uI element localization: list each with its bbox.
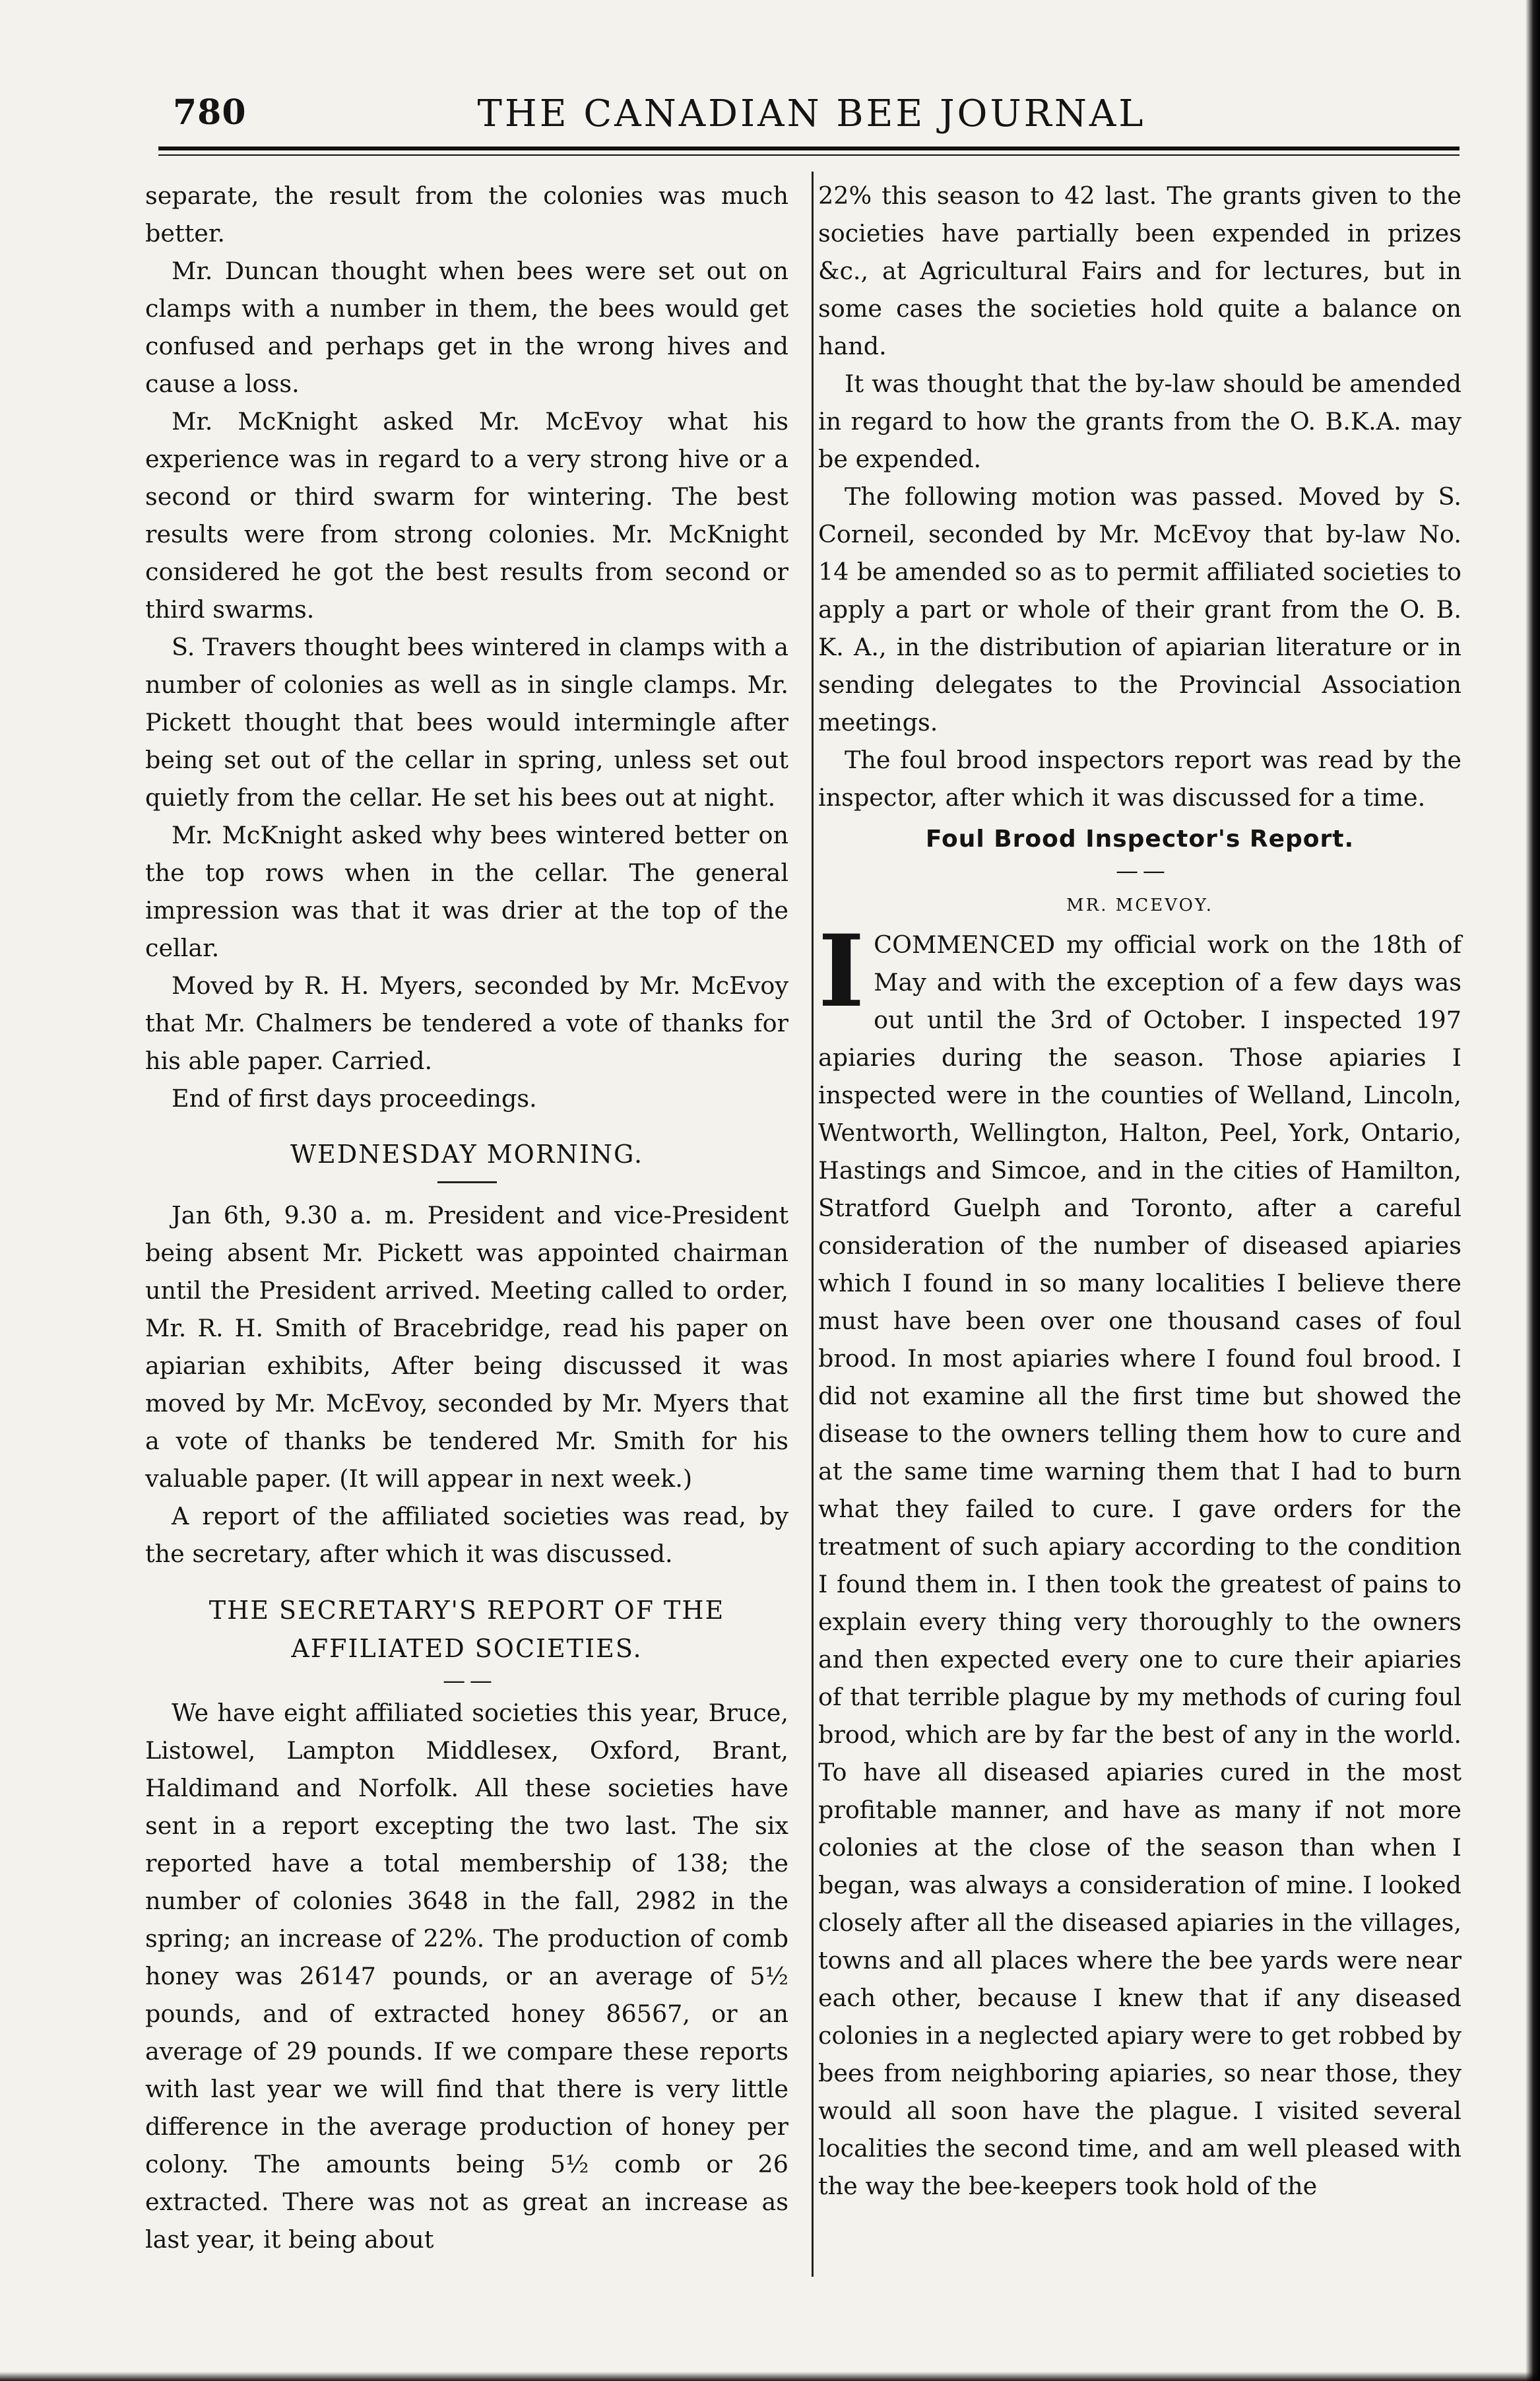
paragraph: S. Travers thought bees wintered in clamps with a number of colonies as well as in single clamps. Mr. Pickett thought that bees would intermingle after being set out of the cellar in spring, unless set out quietly from the cellar. He set his bees out at night. [145,633,788,812]
column-divider [812,172,814,2277]
heading-dash: — — [1116,858,1164,884]
section-heading-wednesday: WEDNESDAY MORNING. [290,1140,644,1169]
heading-dash: — — [443,1668,491,1694]
paragraph: Mr. McKnight asked why bees wintered better on the top rows when in the cellar. The general impression was that it was drier at the top of the cellar. [145,821,788,962]
left-column [145,177,788,2258]
section-heading-line: AFFILIATED SOCIETIES. [291,1634,643,1663]
report-paragraph [818,913,1461,2205]
paragraph: Moved by R. H. Myers, seconded by Mr. McEvoy that Mr. Chalmers be tendered a vote of thanks for his able paper. Carried. [145,971,788,1075]
paragraph: The following motion was passed. Moved by S. Corneil, seconded by Mr. McEvoy that by-law No. 14 be amended so as to permit affiliated societies to apply a part or whole of their grant from the O. B. K. A., in the distribution of apiarian literature or in sending delegates to the Provincial Association meetings. [818,482,1461,736]
paragraph: Mr. Duncan thought when bees were set out on clamps with a number in them, the bees would get confused and perhaps get in the wrong hives and cause a loss. [145,257,788,398]
paragraph: separate, the result from the colonies was much better. [145,181,788,247]
header-rule-thin [158,154,1460,156]
paragraph: Mr. McKnight asked Mr. McEvoy what his experience was in regard to a very strong hive or a second or third swarm for wintering. The best results were from strong colonies. Mr. McKnight considered he got the best results from second or third swarms. [145,407,788,624]
section-heading-line: THE SECRETARY'S REPORT OF THE [209,1596,725,1625]
heading-rule [437,1181,497,1183]
report-text: COMMENCED my official work on the 18th of May and with the exception of a few days was out until the 3rd of October. I inspected 197 apiaries during the season. Those apiaries I inspected were in the counties of Welland, Lincoln, Wentworth, Wellington, Halton, Peel, York, Ontario, Hastings and Simcoe, and in the cities of Hamilton, Stratford Guelph and Toronto, after a careful consideration of the number of diseased apiaries which I found in so many localities I believe there must have been over one thousand cases of foul brood. In most apiaries where I found foul brood. I did not examine all the first time but showed the disease to the owners telling them how to cure and at the same time warning them that I had to burn what they failed to cure. I gave orders for the treatment of such apiary according to the condition I found them in. I then took the greatest of pains to explain every thing very thoroughly to the owners and then expected every one to cure their apiaries of that terrible plague by my methods of curing foul brood, which are by far the best of any in the world. To have all diseased apiaries cured in the most profitable manner, and have as many if not more colonies at the close of the season than when I began, was always a consideration of mine. I looked closely after all the diseased apiaries in the villages, towns and all places where the bee yards were near each other, because I knew that if any diseased colonies in a neglected apiary were to get robbed by bees from neighboring apiaries, so near those, they would all soon have the plague. I visited several localities the second time, and am well pleased with the way the bee-keepers took hold of the [818,930,1461,2200]
page-edge-shadow [1525,0,1540,2381]
drop-cap: I [818,913,865,1029]
page-number: 780 [173,92,247,133]
journal-title: THE CANADIAN BEE JOURNAL [477,92,1146,135]
page-header [165,86,1458,145]
paragraph: End of first days proceedings. [172,1084,537,1113]
right-column [818,177,1461,2205]
paragraph: Jan 6th, 9.30 a. m. President and vice-President being absent Mr. Pickett was appointed chairman until the President arrived. Meeting called to order, Mr. R. H. Smith of Bracebridge, read his paper on apiarian exhibits, After being discussed it was moved by Mr. McEvoy, seconded by Mr. Myers that a vote of thanks be tendered Mr. Smith for his valuable paper. (It will appear in next week.) [145,1201,788,1493]
paragraph: It was thought that the by-law should be amended in regard to how the grants from the O. B.K.A. may be expended. [818,370,1461,473]
paragraph: We have eight affiliated societies this year, Bruce, Listowel, Lampton Middlesex, Oxford, Brant, Haldimand and Norfolk. All these societies have sent in a report excepting the two last. The six reported have a total membership of 138; the number of colonies 3648 in the fall, 2982 in the spring; an increase of 22%. The production of comb honey was 26147 pounds, or an average of 5½ pounds, and of extracted honey 86567, or an average of 29 pounds. If we compare these reports with last year we will find that there is very little difference in the average production of honey per colony. The amounts being 5½ comb or 26 extracted. There was not as great an increase as last year, it being about [145,1699,788,2254]
paragraph: 22% this season to 42 last. The grants given to the societies have partially been expended in prizes &c., at Agricultural Fairs and for lectures, but in some cases the societies hold quite a balance on hand. [818,181,1461,360]
byline: MR. MCEVOY. [1066,896,1213,915]
page-bottom-shadow [0,2372,1540,2381]
section-heading-foul-brood: Foul Brood Inspector's Report. [925,826,1355,853]
header-rule [158,147,1460,150]
paragraph: The foul brood inspectors report was read by the inspector, after which it was discussed for a time. [818,746,1461,812]
section-heading-secretary [145,1591,788,1668]
paragraph: A report of the affiliated societies was read, by the secretary, after which it was discussed. [145,1502,788,1568]
